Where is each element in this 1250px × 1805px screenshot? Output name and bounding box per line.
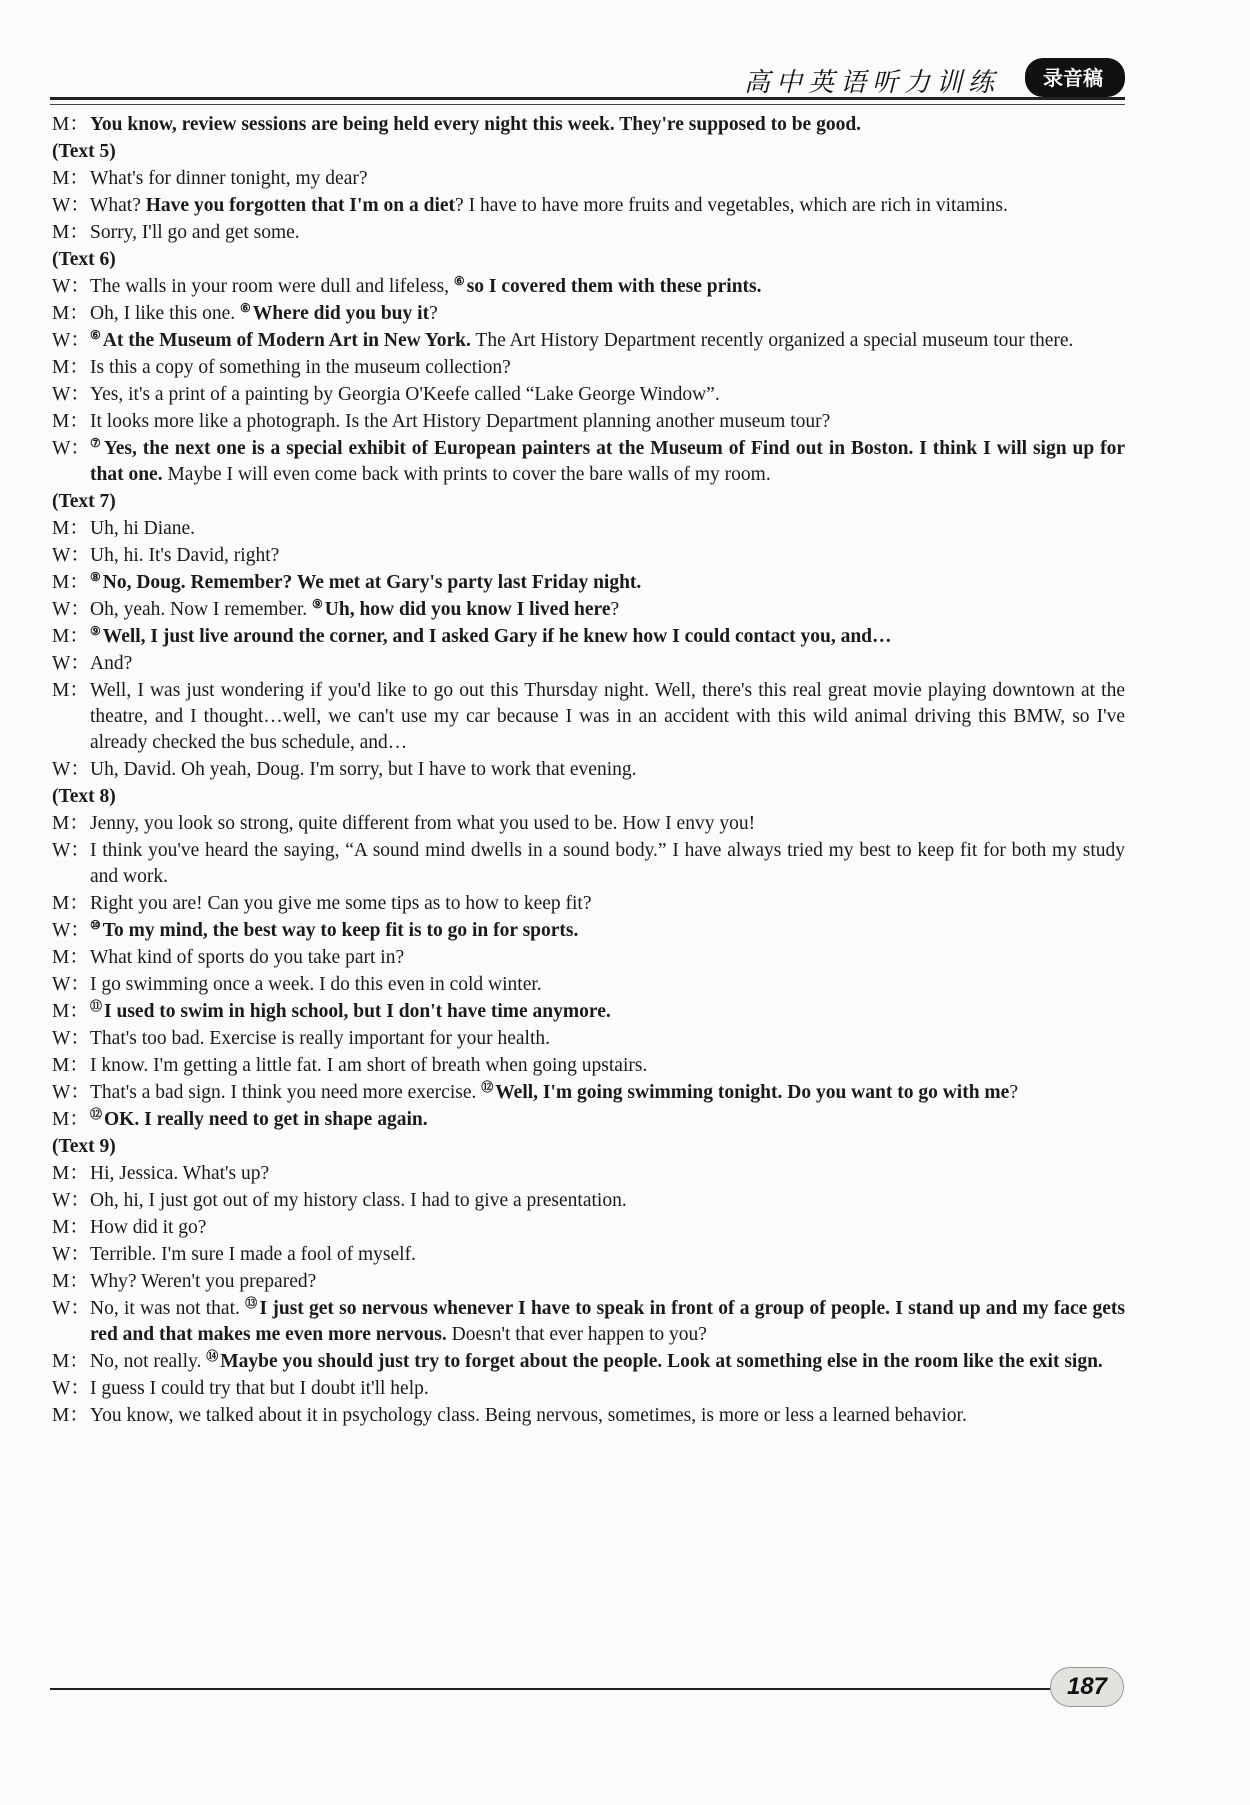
speaker-label: W： bbox=[52, 1190, 90, 1211]
dialogue-text bbox=[90, 811, 1125, 837]
dialogue-text bbox=[90, 193, 1125, 219]
key-answer-text: I used to swim in high school, but I don't have time anymore. bbox=[104, 1001, 611, 1022]
dialogue-text bbox=[90, 355, 1125, 381]
page-header bbox=[50, 52, 1125, 100]
dialogue-line bbox=[52, 972, 1125, 998]
dialogue-text bbox=[90, 838, 1125, 890]
dialogue-line bbox=[52, 757, 1125, 783]
key-answer-text: Where did you buy it bbox=[252, 303, 430, 324]
question-marker: ⑦ bbox=[90, 435, 102, 450]
speaker-label: W： bbox=[52, 759, 90, 780]
dialogue-text bbox=[90, 1403, 1125, 1429]
dialogue-line bbox=[52, 1376, 1125, 1402]
dialogue-text bbox=[90, 757, 1125, 783]
dialogue-text bbox=[90, 651, 1125, 677]
dialogue-line bbox=[52, 355, 1125, 381]
speaker-label: W： bbox=[52, 840, 90, 861]
dialogue-text bbox=[90, 1053, 1125, 1079]
dialogue-text bbox=[90, 301, 1125, 327]
plain-text: Maybe I will even come back with prints to cover the bare walls of my room. bbox=[162, 464, 771, 485]
question-marker: ⑩ bbox=[90, 917, 101, 932]
question-marker: ⑭ bbox=[206, 1348, 219, 1363]
speaker-label: M： bbox=[52, 893, 89, 914]
dialogue-line bbox=[52, 1296, 1125, 1348]
dialogue-text bbox=[90, 166, 1125, 192]
key-answer-text: Well, I'm going swimming tonight. Do you want to go with me bbox=[495, 1082, 1010, 1103]
plain-text: What's for dinner tonight, my dear? bbox=[90, 168, 368, 189]
plain-text: I guess I could try that but I doubt it'll help. bbox=[90, 1378, 429, 1399]
key-answer-text: To my mind, the best way to keep fit is to go in for sports. bbox=[102, 920, 579, 941]
key-answer-text: Have you forgotten that I'm on a diet bbox=[145, 195, 456, 216]
plain-text: Well, I was just wondering if you'd like to go out this Thursday night. Well, there's this real great movie playing downtown at the theatre, and I thought…well, we can't use my car because I was in an accident with this wild animal driving this BMW, so I've already checked the bus schedule, and… bbox=[90, 680, 1125, 753]
dialogue-line bbox=[52, 166, 1125, 192]
plain-text: The walls in your room were dull and lifeless, bbox=[90, 276, 454, 297]
dialogue-text bbox=[90, 918, 1125, 944]
speaker-label: W： bbox=[52, 653, 90, 674]
dialogue-line bbox=[52, 918, 1125, 944]
key-answer-text: Uh, how did you know I lived here bbox=[324, 599, 611, 620]
question-marker: ⑨ bbox=[90, 623, 101, 638]
dialogue-line bbox=[52, 516, 1125, 542]
key-answer-text: I just get so nervous whenever I have to speak in front of a group of people. I stand up and my face gets red and that makes me even more nervous. bbox=[90, 1298, 1125, 1345]
plain-text: I think you've heard the saying, “A sound mind dwells in a sound body.” I have always tried my best to keep fit for both my study and work. bbox=[90, 840, 1125, 887]
header-divider bbox=[50, 97, 1125, 100]
key-answer-text: Well, I just live around the corner, and I asked Gary if he knew how I could contact you, and… bbox=[102, 626, 892, 647]
dialogue-text bbox=[90, 597, 1125, 623]
dialogue-text bbox=[90, 1215, 1125, 1241]
key-answer-text: You know, review sessions are being held every night this week. They're supposed to be good. bbox=[90, 114, 862, 135]
plain-text: Oh, hi, I just got out of my history class. I had to give a presentation. bbox=[90, 1190, 627, 1211]
key-answer-text: so I covered them with these prints. bbox=[466, 276, 762, 297]
dialogue-line bbox=[52, 328, 1125, 354]
dialogue-line bbox=[52, 301, 1125, 327]
speaker-label: W： bbox=[52, 384, 90, 405]
speaker-label: W： bbox=[52, 1028, 90, 1049]
dialogue-text bbox=[90, 972, 1125, 998]
plain-text: How did it go? bbox=[90, 1217, 207, 1238]
dialogue-text bbox=[90, 274, 1125, 300]
question-marker: ⑥ bbox=[453, 273, 465, 288]
plain-text: ? bbox=[610, 599, 620, 620]
plain-text: Oh, yeah. Now I remember. bbox=[90, 599, 313, 620]
plain-text: Sorry, I'll go and get some. bbox=[90, 222, 300, 243]
speaker-label: W： bbox=[52, 599, 90, 620]
dialogue-text bbox=[90, 409, 1125, 435]
plain-text: Is this a copy of something in the museum collection? bbox=[90, 357, 511, 378]
text-section-label: (Text 7) bbox=[52, 491, 116, 512]
dialogue-line bbox=[52, 543, 1125, 569]
speaker-label: M： bbox=[52, 680, 89, 701]
dialogue-line bbox=[52, 1026, 1125, 1052]
dialogue-line bbox=[52, 999, 1125, 1025]
dialogue-line bbox=[52, 274, 1125, 300]
plain-text: No, not really. bbox=[90, 1351, 207, 1372]
dialogue-line bbox=[52, 1053, 1125, 1079]
speaker-label: W： bbox=[52, 276, 90, 297]
speaker-label: W： bbox=[52, 195, 90, 216]
dialogue-line bbox=[52, 382, 1125, 408]
dialogue-line bbox=[52, 945, 1125, 971]
dialogue-line bbox=[52, 597, 1125, 623]
speaker-label: W： bbox=[52, 1378, 90, 1399]
dialogue-line bbox=[52, 891, 1125, 917]
plain-text: That's too bad. Exercise is really important for your health. bbox=[90, 1028, 551, 1049]
key-answer-text: Yes, the next one is a special exhibit of European painters at the Museum of Find out in Boston. I think I will sign up for that one. bbox=[90, 438, 1126, 485]
plain-text: Uh, hi Diane. bbox=[90, 518, 196, 539]
key-answer-text: OK. I really need to get in shape again. bbox=[104, 1109, 428, 1130]
speaker-label: W： bbox=[52, 1244, 90, 1265]
speaker-label: W： bbox=[52, 920, 90, 941]
plain-text: Jenny, you look so strong, quite different from what you used to be. How I envy you! bbox=[90, 813, 756, 834]
plain-text: You know, we talked about it in psychology class. Being nervous, sometimes, is more or less a learned behavior. bbox=[90, 1405, 967, 1426]
key-answer-text: At the Museum of Modern Art in New York. bbox=[102, 330, 471, 351]
dialogue-line bbox=[52, 570, 1125, 596]
dialogue-line bbox=[52, 1080, 1125, 1106]
plain-text: What kind of sports do you take part in? bbox=[90, 947, 405, 968]
text-section-label: (Text 6) bbox=[52, 249, 116, 270]
speaker-label: M： bbox=[52, 222, 89, 243]
dialogue-text bbox=[90, 999, 1125, 1025]
speaker-label: M： bbox=[52, 1217, 89, 1238]
footer-divider bbox=[50, 1688, 1050, 1690]
dialogue-line bbox=[52, 651, 1125, 677]
speaker-label: W： bbox=[52, 545, 90, 566]
speaker-label: M： bbox=[52, 114, 89, 135]
plain-text: Terrible. I'm sure I made a fool of myself. bbox=[90, 1244, 416, 1265]
plain-text: Yes, it's a print of a painting by Georgia O'Keefe called “Lake George Window”. bbox=[90, 384, 720, 405]
dialogue-line bbox=[52, 112, 1125, 138]
dialogue-text bbox=[90, 624, 1125, 650]
dialogue-line bbox=[52, 1107, 1125, 1133]
speaker-label: W： bbox=[52, 1082, 90, 1103]
question-marker: ⑪ bbox=[90, 998, 103, 1013]
dialogue-text bbox=[90, 1188, 1125, 1214]
dialogue-line bbox=[52, 678, 1125, 756]
plain-text: Why? Weren't you prepared? bbox=[90, 1271, 317, 1292]
plain-text: ? bbox=[1009, 1082, 1018, 1103]
plain-text: Uh, hi. It's David, right? bbox=[90, 545, 280, 566]
speaker-label: M： bbox=[52, 168, 89, 189]
dialogue-line bbox=[52, 193, 1125, 219]
dialogue-line bbox=[52, 1242, 1125, 1268]
speaker-label: M： bbox=[52, 1109, 89, 1130]
speaker-label: M： bbox=[52, 1405, 89, 1426]
text-section-label: (Text 9) bbox=[52, 1136, 116, 1157]
plain-text: I go swimming once a week. I do this even in cold winter. bbox=[90, 974, 542, 995]
key-answer-text: No, Doug. Remember? We met at Gary's party last Friday night. bbox=[102, 572, 642, 593]
dialogue-line bbox=[52, 1269, 1125, 1295]
speaker-label: W： bbox=[52, 438, 90, 459]
dialogue-text bbox=[90, 1080, 1125, 1106]
plain-text: Doesn't that ever happen to you? bbox=[446, 1324, 707, 1345]
dialogue-text bbox=[90, 1376, 1125, 1402]
dialogue-text bbox=[90, 1242, 1125, 1268]
speaker-label: M： bbox=[52, 357, 89, 378]
dialogue-text bbox=[90, 891, 1125, 917]
question-marker: ⑨ bbox=[312, 596, 323, 611]
dialogue-line bbox=[52, 1215, 1125, 1241]
text-section-label: (Text 5) bbox=[52, 141, 116, 162]
key-answer-text: Maybe you should just try to forget about the people. Look at something else in the room like the exit sign. bbox=[220, 1351, 1103, 1372]
plain-text: It looks more like a photograph. Is the Art History Department planning another museum tour? bbox=[90, 411, 831, 432]
plain-text: That's a bad sign. I think you need more exercise. bbox=[90, 1082, 482, 1103]
dialogue-line bbox=[52, 1188, 1125, 1214]
transcript-body bbox=[52, 112, 1125, 1430]
speaker-label: W： bbox=[52, 974, 90, 995]
section-badge: 录音稿 bbox=[1025, 58, 1125, 97]
plain-text: No, it was not that. bbox=[90, 1298, 246, 1319]
dialogue-text bbox=[90, 112, 1125, 138]
dialogue-line bbox=[52, 624, 1125, 650]
speaker-label: M： bbox=[52, 518, 89, 539]
plain-text: And? bbox=[90, 653, 133, 674]
plain-text: ? I have to have more fruits and vegetables, which are rich in vitamins. bbox=[455, 195, 1008, 216]
plain-text: Uh, David. Oh yeah, Doug. I'm sorry, but I have to work that evening. bbox=[90, 759, 637, 780]
speaker-label: M： bbox=[52, 411, 89, 432]
speaker-label: M： bbox=[52, 813, 89, 834]
speaker-label: M： bbox=[52, 1163, 89, 1184]
speaker-label: M： bbox=[52, 1001, 89, 1022]
text-section-label: (Text 8) bbox=[52, 786, 116, 807]
speaker-label: M： bbox=[52, 1055, 89, 1076]
dialogue-line bbox=[52, 1403, 1125, 1429]
dialogue-line bbox=[52, 436, 1125, 488]
speaker-label: W： bbox=[52, 330, 90, 351]
question-marker: ⑫ bbox=[481, 1079, 494, 1094]
dialogue-text bbox=[90, 436, 1125, 488]
page-number: 187 bbox=[1050, 1667, 1124, 1707]
dialogue-text bbox=[90, 1161, 1125, 1187]
question-marker: ⑥ bbox=[240, 300, 251, 315]
speaker-label: M： bbox=[52, 303, 89, 324]
book-title: 高中英语听力训练 bbox=[743, 68, 1000, 98]
speaker-label: M： bbox=[52, 572, 89, 593]
speaker-label: W： bbox=[52, 1298, 90, 1319]
speaker-label: M： bbox=[52, 1351, 89, 1372]
question-marker: ⑬ bbox=[245, 1295, 258, 1310]
dialogue-text bbox=[90, 1349, 1125, 1375]
dialogue-text bbox=[90, 543, 1125, 569]
speaker-label: M： bbox=[52, 626, 89, 647]
dialogue-text bbox=[90, 678, 1125, 756]
dialogue-text bbox=[90, 945, 1125, 971]
dialogue-line bbox=[52, 1349, 1125, 1375]
dialogue-text bbox=[90, 382, 1125, 408]
question-marker: ⑫ bbox=[90, 1106, 103, 1121]
plain-text: What? bbox=[90, 195, 146, 216]
dialogue-line bbox=[52, 811, 1125, 837]
plain-text: The Art History Department recently organized a special museum tour there. bbox=[470, 330, 1074, 351]
question-marker: ⑧ bbox=[90, 569, 101, 584]
dialogue-text bbox=[90, 1026, 1125, 1052]
dialogue-line bbox=[52, 1161, 1125, 1187]
plain-text: Hi, Jessica. What's up? bbox=[90, 1163, 270, 1184]
plain-text: Oh, I like this one. bbox=[90, 303, 241, 324]
dialogue-text bbox=[90, 220, 1125, 246]
dialogue-text bbox=[90, 1107, 1125, 1133]
dialogue-text bbox=[90, 1296, 1125, 1348]
header-divider-thin bbox=[50, 104, 1125, 105]
speaker-label: M： bbox=[52, 947, 89, 968]
plain-text: I know. I'm getting a little fat. I am short of breath when going upstairs. bbox=[90, 1055, 648, 1076]
dialogue-text bbox=[90, 570, 1125, 596]
dialogue-text bbox=[90, 516, 1125, 542]
dialogue-line bbox=[52, 220, 1125, 246]
plain-text: Right you are! Can you give me some tips as to how to keep fit? bbox=[90, 893, 592, 914]
dialogue-text bbox=[90, 1269, 1125, 1295]
dialogue-text bbox=[90, 328, 1125, 354]
plain-text: ? bbox=[429, 303, 438, 324]
speaker-label: M： bbox=[52, 1271, 89, 1292]
dialogue-line bbox=[52, 838, 1125, 890]
dialogue-line bbox=[52, 409, 1125, 435]
question-marker: ⑥ bbox=[90, 327, 101, 342]
